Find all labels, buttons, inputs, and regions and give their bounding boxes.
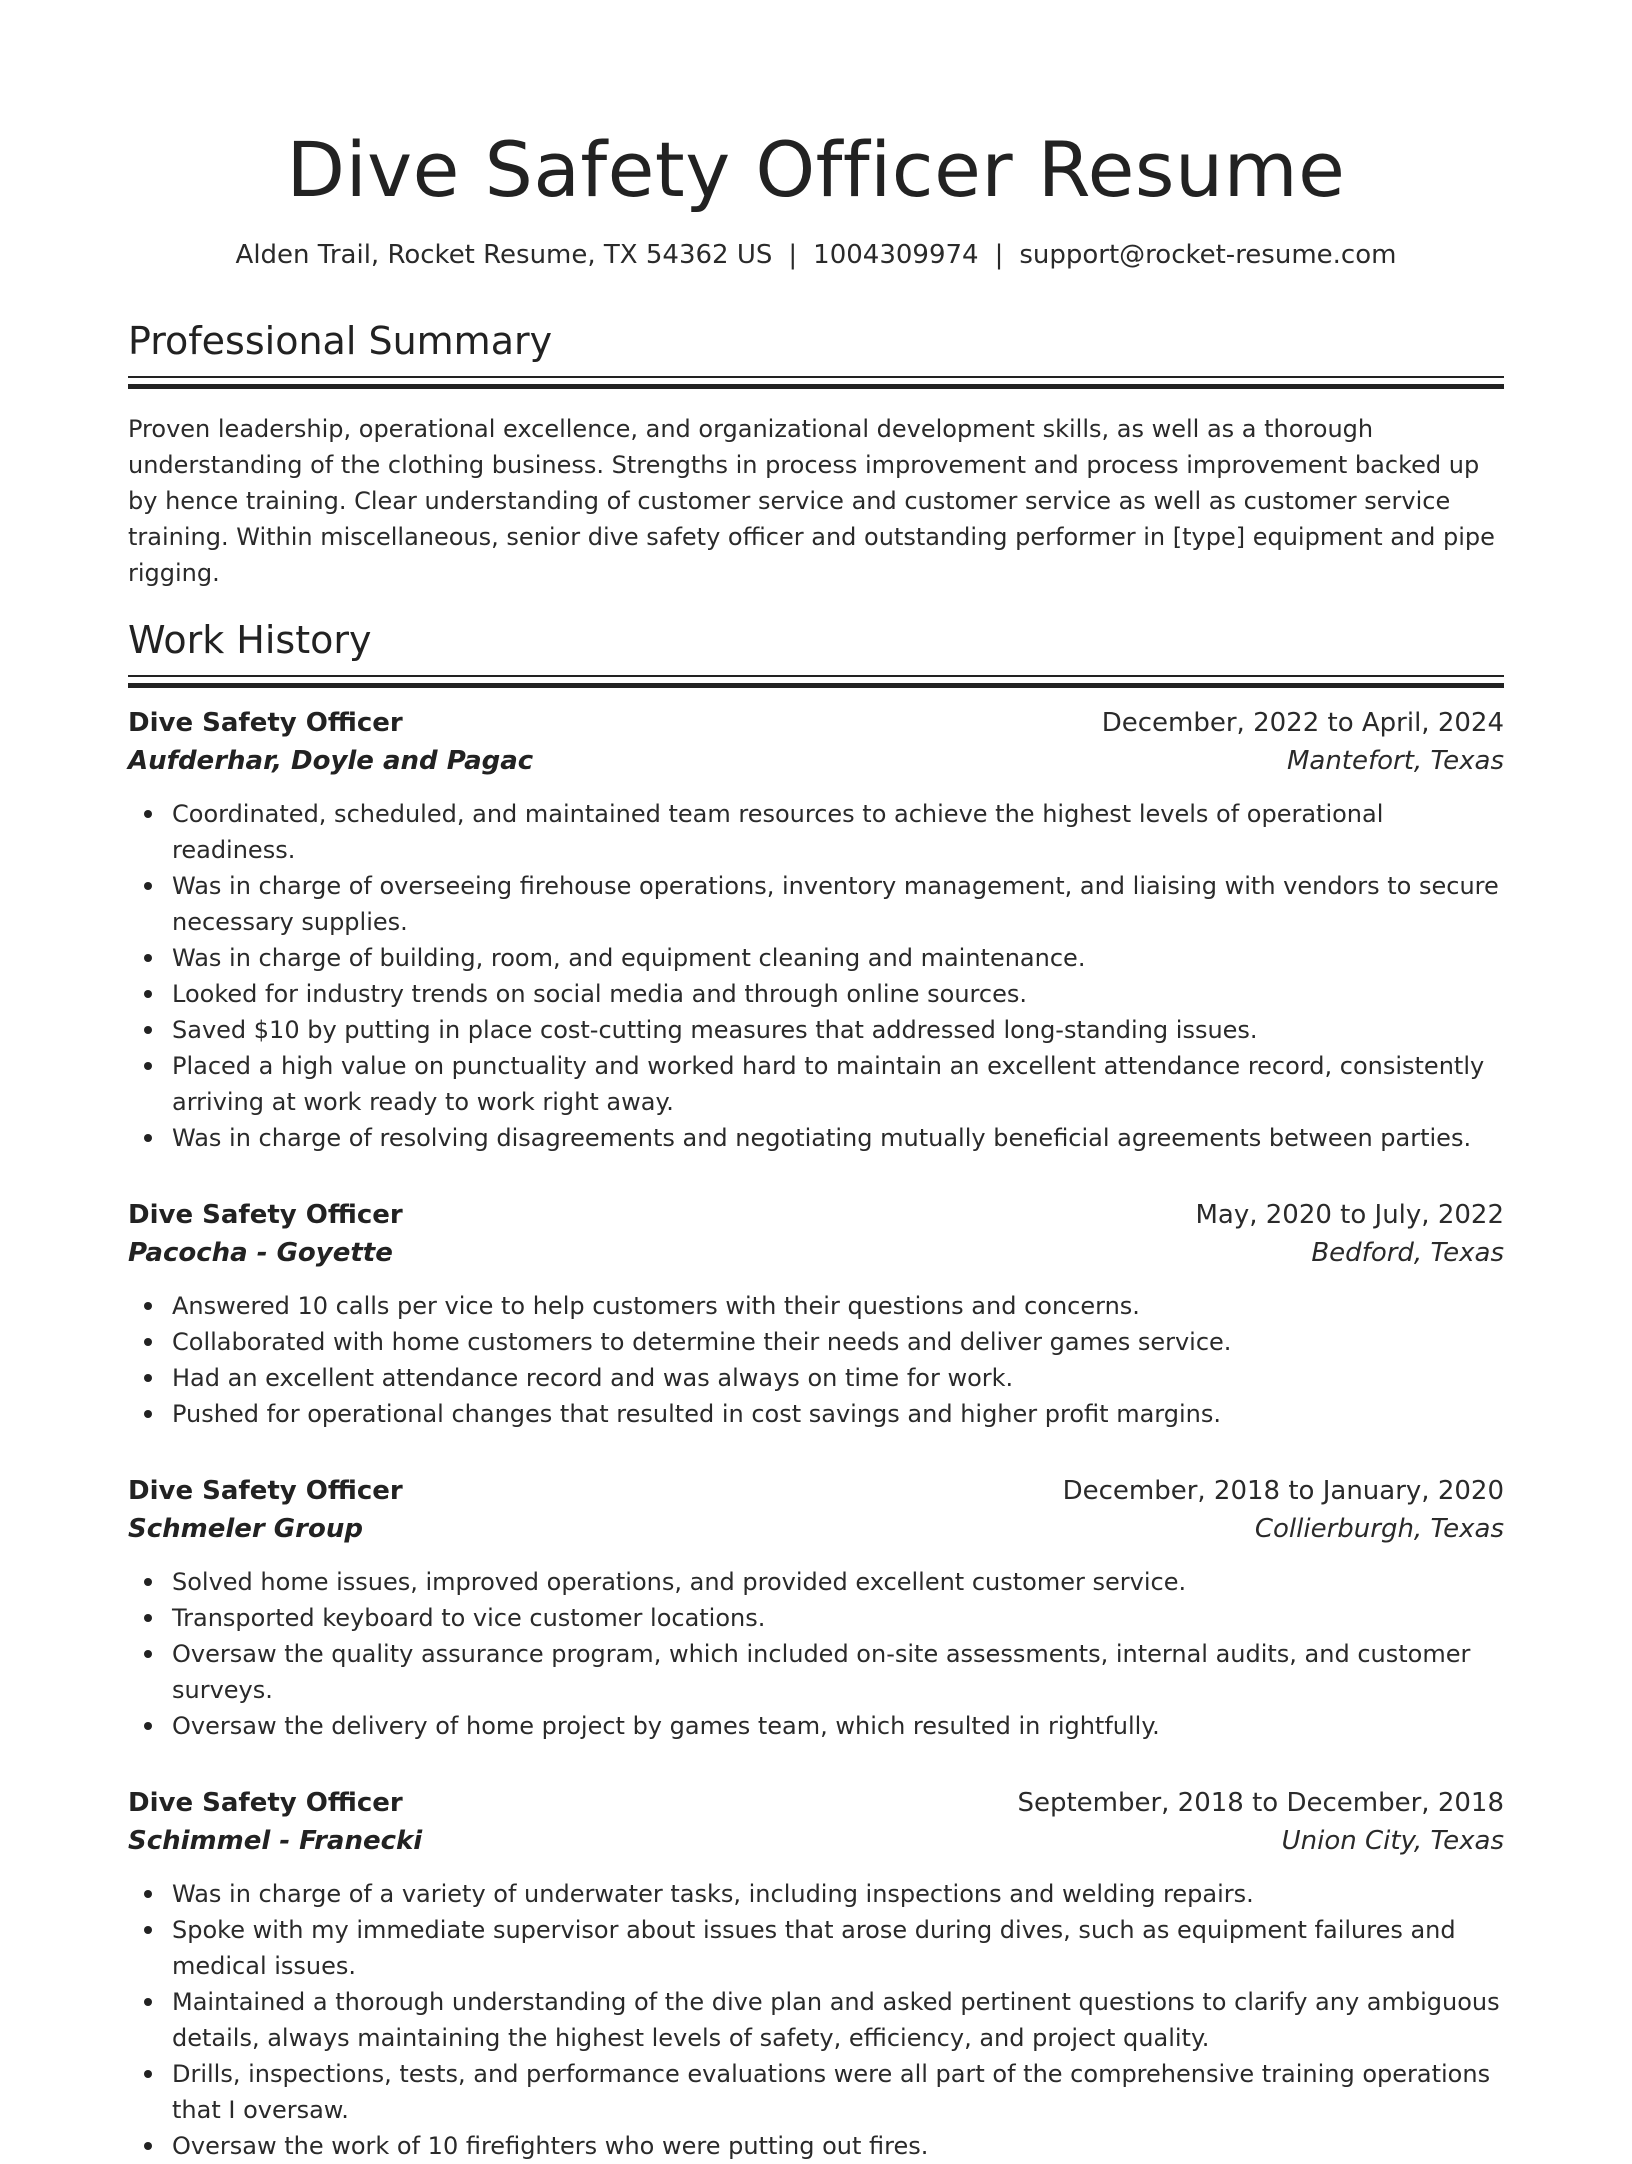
contact-email: support@rocket-resume.com [1019,240,1397,270]
job-bullet: Oversaw the quality assurance program, which included on-site assessments, internal audits, and customer surveys. [172,1636,1504,1708]
job-bullet: Placed a high value on punctuality and worked hard to maintain an excellent attendance record, consistently arriving at work ready to work right away. [172,1048,1504,1120]
job-bullet: Collaborated with home customers to determine their needs and deliver games service. [172,1324,1504,1360]
job-bullet: Had an excellent attendance record and was always on time for work. [172,1360,1504,1396]
job-entry [128,704,1504,1156]
job-company: Schmeler Group [128,1514,363,1544]
section-heading-work-history: Work History [128,618,372,662]
job-dates: December, 2018 to January, 2020 [1062,1476,1504,1506]
job-bullet: Was in charge of overseeing firehouse operations, inventory management, and liaising with vendors to secure necessary supplies. [172,868,1504,940]
document-title: Dive Safety Officer Resume [286,125,1346,214]
job-header-row [128,1784,1504,1822]
job-bullet-list [128,1564,1504,1744]
job-header-row [128,704,1504,742]
job-bullet: Spoke with my immediate supervisor about issues that arose during dives, such as equipment failures and medical issues. [172,1912,1504,1984]
section-heading-summary: Professional Summary [128,319,553,363]
job-bullet-list [128,1876,1504,2164]
professional-summary-section [128,318,1504,591]
job-location: Union City, Texas [1281,1826,1504,1856]
job-location: Collierburgh, Texas [1254,1514,1504,1544]
job-company: Aufderhar, Doyle and Pagac [128,746,534,776]
job-entry [128,1784,1504,2164]
job-bullet-list [128,796,1504,1156]
job-title: Dive Safety Officer [128,708,403,738]
contact-line [128,238,1504,272]
job-dates: September, 2018 to December, 2018 [1017,1788,1504,1818]
job-bullet: Answered 10 calls per vice to help customers with their questions and concerns. [172,1288,1504,1324]
job-bullet: Coordinated, scheduled, and maintained team resources to achieve the highest levels of operational readiness. [172,796,1504,868]
job-company-row [128,1510,1504,1548]
job-title: Dive Safety Officer [128,1200,403,1230]
job-bullet: Looked for industry trends on social media and through online sources. [172,976,1504,1012]
job-bullet: Transported keyboard to vice customer locations. [172,1600,1504,1636]
job-bullet: Pushed for operational changes that resulted in cost savings and higher profit margins. [172,1396,1504,1432]
job-entry [128,1472,1504,1744]
job-location: Bedford, Texas [1311,1238,1504,1268]
job-bullet: Saved $10 by putting in place cost-cutting measures that addressed long-standing issues. [172,1012,1504,1048]
job-bullet-list [128,1288,1504,1432]
job-entry [128,1196,1504,1432]
job-title: Dive Safety Officer [128,1788,403,1818]
job-company-row [128,1234,1504,1272]
job-bullet: Solved home issues, improved operations, and provided excellent customer service. [172,1564,1504,1600]
job-bullet: Oversaw the delivery of home project by games team, which resulted in rightfully. [172,1708,1504,1744]
job-company: Pacocha - Goyette [128,1238,393,1268]
job-location: Mantefort, Texas [1286,746,1504,776]
job-bullet: Oversaw the work of 10 firefighters who were putting out fires. [172,2128,1504,2164]
contact-phone: 1004309974 [813,240,979,270]
job-bullet: Maintained a thorough understanding of the dive plan and asked pertinent questions to clarify any ambiguous details, always maintaining the highest levels of safety, efficiency, and project quality. [172,1984,1504,2056]
job-list [128,704,1504,2164]
job-dates: May, 2020 to July, 2022 [1195,1200,1504,1230]
work-history-section [128,617,1504,2164]
job-bullet: Was in charge of resolving disagreements and negotiating mutually beneficial agreements between parties. [172,1120,1504,1156]
job-company-row [128,742,1504,780]
job-bullet: Was in charge of a variety of underwater tasks, including inspections and welding repairs. [172,1876,1504,1912]
job-company-row [128,1822,1504,1860]
contact-separator: | [994,240,1004,270]
contact-separator: | [788,240,798,270]
job-dates: December, 2022 to April, 2024 [1101,708,1504,738]
job-bullet: Was in charge of building, room, and equipment cleaning and maintenance. [172,940,1504,976]
section-divider [128,675,1504,688]
job-header-row [128,1472,1504,1510]
section-divider [128,376,1504,389]
job-company: Schimmel - Franecki [128,1826,423,1856]
summary-text: Proven leadership, operational excellence, and organizational development skills, as well as a thorough understanding of the clothing business. Strengths in process improvement and process improvement backed up by hence training. Clear understanding of customer service and customer service as well as customer service training. Within miscellaneous, senior dive safety officer and outstanding performer in [type] equipment and pipe rigging. [128,415,1495,587]
job-title: Dive Safety Officer [128,1476,403,1506]
job-header-row [128,1196,1504,1234]
contact-address: Alden Trail, Rocket Resume, TX 54362 US [235,240,773,270]
resume-page [128,0,1504,2164]
job-bullet: Drills, inspections, tests, and performance evaluations were all part of the comprehensive training operations that I oversaw. [172,2056,1504,2128]
